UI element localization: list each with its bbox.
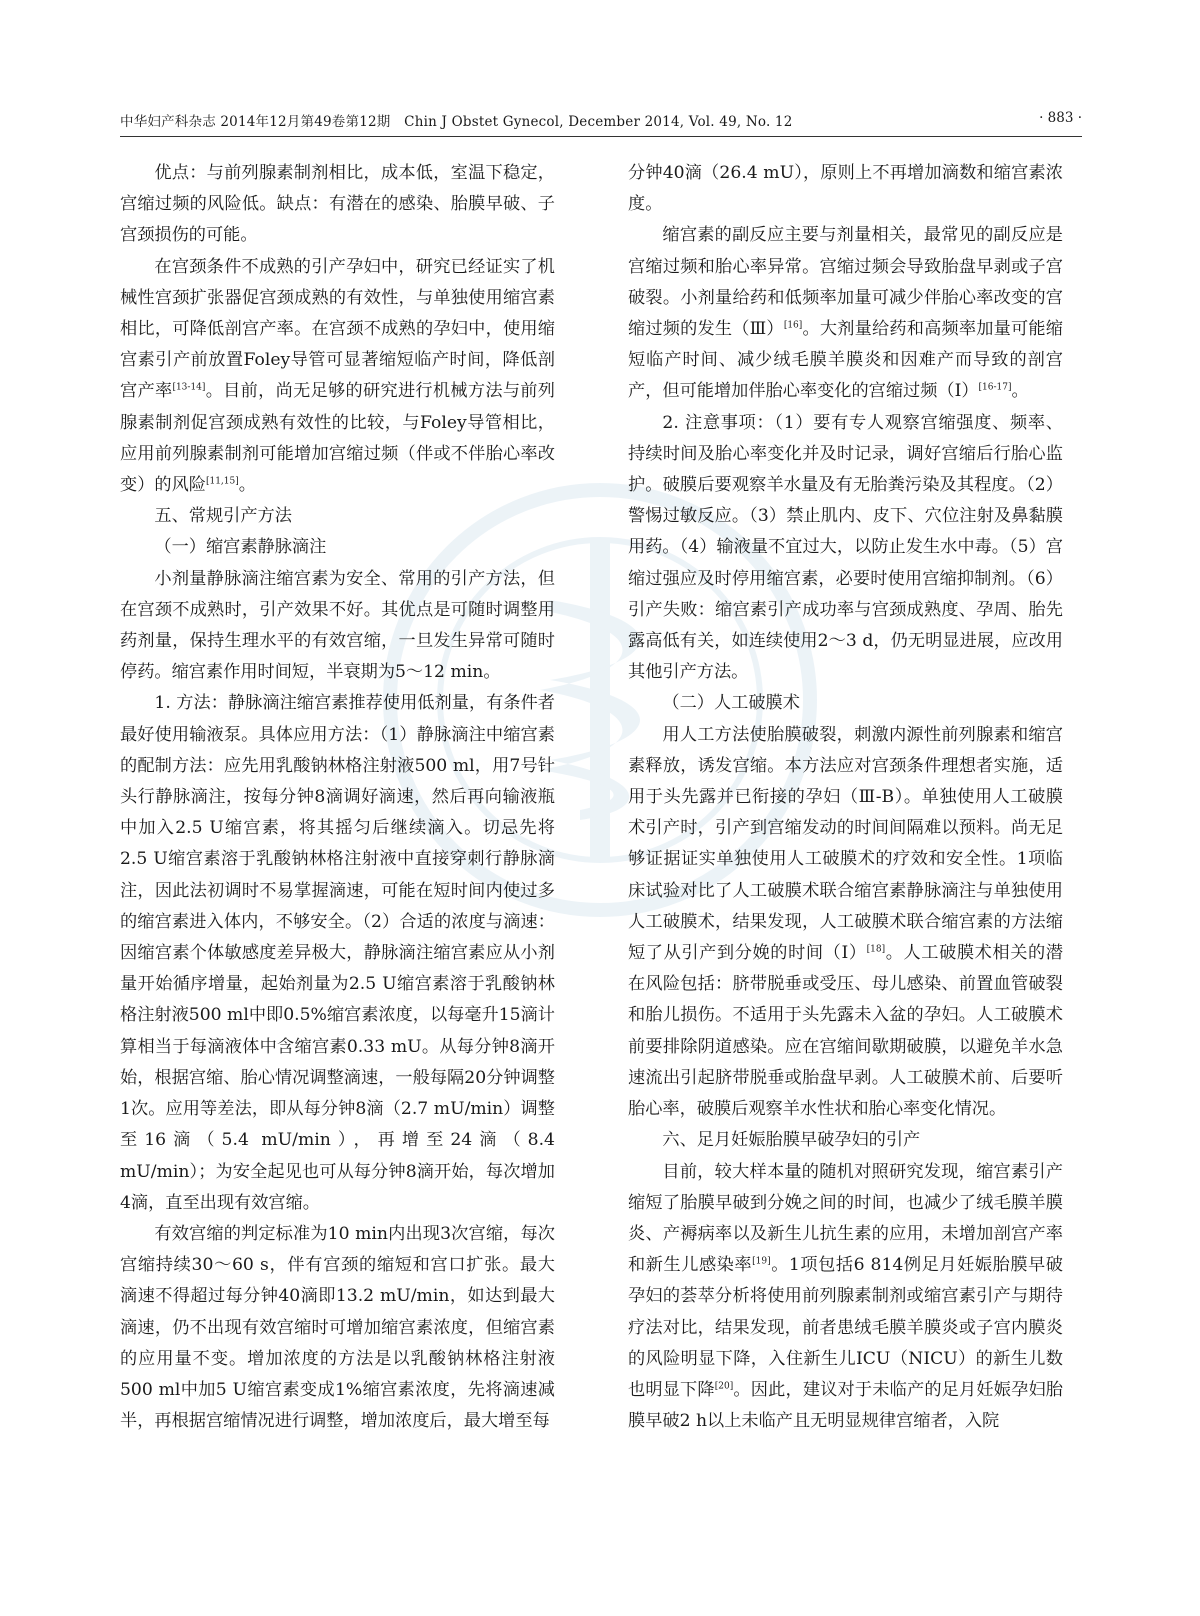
paragraph: 用人工方法使胎膜破裂，刺激内源性前列腺素和缩宫素释放，诱发宫缩。本方法应对宫颈条件理想者实施，适用于头先露并已衔接的孕妇（Ⅲ-B）。单独使用人工破膜术引产时，引产到宫缩发动的时间间隔难以预料。尚无足够证据证实单独使用人工破膜术的疗效和安全性。1项临床试验对比了人工破膜术联合缩宫素静脉滴注与单独使用人工破膜术，结果发现，人工破膜术联合缩宫素的方法缩短了从引产到分娩的时间（Ⅰ）[18]。人工破膜术相关的潜在风险包括：脐带脱垂或受压、母儿感染、前置血管破裂和胎儿损伤。不适用于头先露未入盆的孕妇。人工破膜术前要排除阴道感染。应在宫缩间歇期破膜，以避免羊水急速流出引起脐带脱垂或胎盘早剥。人工破膜术前、后要听胎心率，破膜后观察羊水性状和胎心率变化情况。 xyxy=(628,724,1063,1120)
paragraph: 缩宫素的副反应主要与剂量相关，最常见的副反应是宫缩过频和胎心率异常。宫缩过频会导致胎盘早剥或子宫破裂。小剂量给药和低频率加量可减少伴胎心率改变的宫缩过频的发生（Ⅲ）[16]。大剂量给药和高频率加量可能缩短临产时间、减少绒毛膜羊膜炎和因难产而导致的剖宫产，但可能增加伴胎心率变化的宫缩过频（Ⅰ）[16-17]。 xyxy=(628,225,1063,402)
reference-mark: [20] xyxy=(714,1381,734,1392)
running-header xyxy=(120,104,1082,137)
paragraph: 2. 注意事项：（1）要有专人观察宫缩强度、频率、持续时间及胎心率变化并及时记录，调好宫缩后行胎心监护。破膜后要观察羊水量及有无胎粪污染及其程度。（2）警惕过敏反应。（3）禁止肌内、皮下、穴位注射及鼻黏膜用药。（4）输液量不宜过大，以防止发生水中毒。（5）宫缩过强应及时停用缩宫素，必要时使用宫缩抑制剂。（6）引产失败：缩宫素引产成功率与宫颈成熟度、孕周、胎先露高低有关，如连续使用2～3 d，仍无明显进展，应改用其他引产方法。 xyxy=(628,412,1063,683)
subsection-heading: （一）缩宫素静脉滴注 xyxy=(154,537,327,558)
section-heading: 六、足月妊娠胎膜早破孕妇的引产 xyxy=(662,1130,921,1151)
reference-mark: [18] xyxy=(866,944,886,955)
paragraph: 优点：与前列腺素制剂相比，成本低，室温下稳定，宫缩过频的风险低。缺点：有潜在的感染、胎膜早破、子宫颈损伤的可能。 xyxy=(120,163,555,246)
paragraph: 目前，较大样本量的随机对照研究发现，缩宫素引产缩短了胎膜早破到分娩之间的时间，也减少了绒毛膜羊膜炎、产褥病率以及新生儿抗生素的应用，未增加剖宫产率和新生儿感染率[19]。1项包括6 814例足月妊娠胎膜早破孕妇的荟萃分析将使用前列腺素制剂或缩宫素引产与期待疗法对比，结果发现，前者患绒毛膜羊膜炎或子宫内膜炎的风险明显下降，入住新生儿ICU（NICU）的新生儿数也明显下降[20]。因此，建议对于未临产的足月妊娠孕妇胎膜早破2 h以上未临产且无明显规律宫缩者，入院 xyxy=(628,1161,1063,1432)
subsection-heading: （二）人工破膜术 xyxy=(662,693,800,714)
section-heading: 五、常规引产方法 xyxy=(154,506,292,527)
paragraph: 在宫颈条件不成熟的引产孕妇中，研究已经证实了机械性宫颈扩张器促宫颈成熟的有效性，与单独使用缩宫素相比，可降低剖宫产率。在宫颈不成熟的孕妇中，使用缩宫素引产前放置Foley导管可显著缩短临产时间，降低剖宫产率[13-14]。目前，尚无足够的研究进行机械方法与前列腺素制剂促宫颈成熟有效性的比较，与Foley导管相比，应用前列腺素制剂可能增加宫缩过频（伴或不伴胎心率改变）的风险[11,15]。 xyxy=(120,256,555,496)
journal-citation: 中华妇产科杂志 2014年12月第49卷第12期 Chin J Obstet Gynecol, December 2014, Vol. 49, No. 12 xyxy=(120,114,793,130)
reference-mark: [13-14] xyxy=(172,382,206,393)
paragraph: 1. 方法：静脉滴注缩宫素推荐使用低剂量，有条件者最好使用输液泵。具体应用方法：（1）静脉滴注中缩宫素的配制方法：应先用乳酸钠林格注射液500 ml，用7号针头行静脉滴注，按每分钟8滴调好滴速，然后再向输液瓶中加入2.5 U缩宫素，将其摇匀后继续滴入。切忌先将2.5 U缩宫素溶于乳酸钠林格注射液中直接穿刺行静脉滴注，因此法初调时不易掌握滴速，可能在短时间内使过多的缩宫素进入体内，不够安全。（2）合适的浓度与滴速：因缩宫素个体敏感度差异极大，静脉滴注缩宫素应从小剂量开始循序增量，起始剂量为2.5 U缩宫素溶于乳酸钠林格注射液500 ml中即0.5%缩宫素浓度，以每毫升15滴计算相当于每滴液体中含缩宫素0.33 mU。从每分钟8滴开始，根据宫缩、胎心情况调整滴速，一般每隔20分钟调整1次。应用等差法，即从每分钟8滴（2.7 mU/min）调整至16滴（5.4 mU/min），再增至24滴（8.4 mU/min）；为安全起见也可从每分钟8滴开始，每次增加4滴，直至出现有效宫缩。 xyxy=(120,693,555,1213)
paragraph: 小剂量静脉滴注缩宫素为安全、常用的引产方法，但在宫颈不成熟时，引产效果不好。其优点是可随时调整用药剂量，保持生理水平的有效宫缩，一旦发生异常可随时停药。缩宫素作用时间短，半衰期为5～12 min。 xyxy=(120,568,555,683)
reference-mark: [16-17] xyxy=(978,382,1012,393)
reference-mark: [11,15] xyxy=(205,476,239,487)
left-column xyxy=(120,158,555,1437)
paragraph: 有效宫缩的判定标准为10 min内出现3次宫缩，每次宫缩持续30～60 s，伴有宫颈的缩短和宫口扩张。最大滴速不得超过每分钟40滴即13.2 mU/min，如达到最大滴速，仍不出现有效宫缩时可增加缩宫素浓度，但缩宫素的应用量不变。增加浓度的方法是以乳酸钠林格注射液500 ml中加5 U缩宫素变成1%缩宫素浓度，先将滴速减半，再根据宫缩情况进行调整，增加浓度后，最大增至每 xyxy=(120,1223,555,1432)
reference-mark: [19] xyxy=(752,1256,771,1267)
page-number: · 883 · xyxy=(1039,110,1082,126)
right-column xyxy=(628,158,1063,1437)
reference-mark: [16] xyxy=(783,320,803,331)
paragraph-continued: 分钟40滴（26.4 mU），原则上不再增加滴数和缩宫素浓度。 xyxy=(628,163,1063,215)
